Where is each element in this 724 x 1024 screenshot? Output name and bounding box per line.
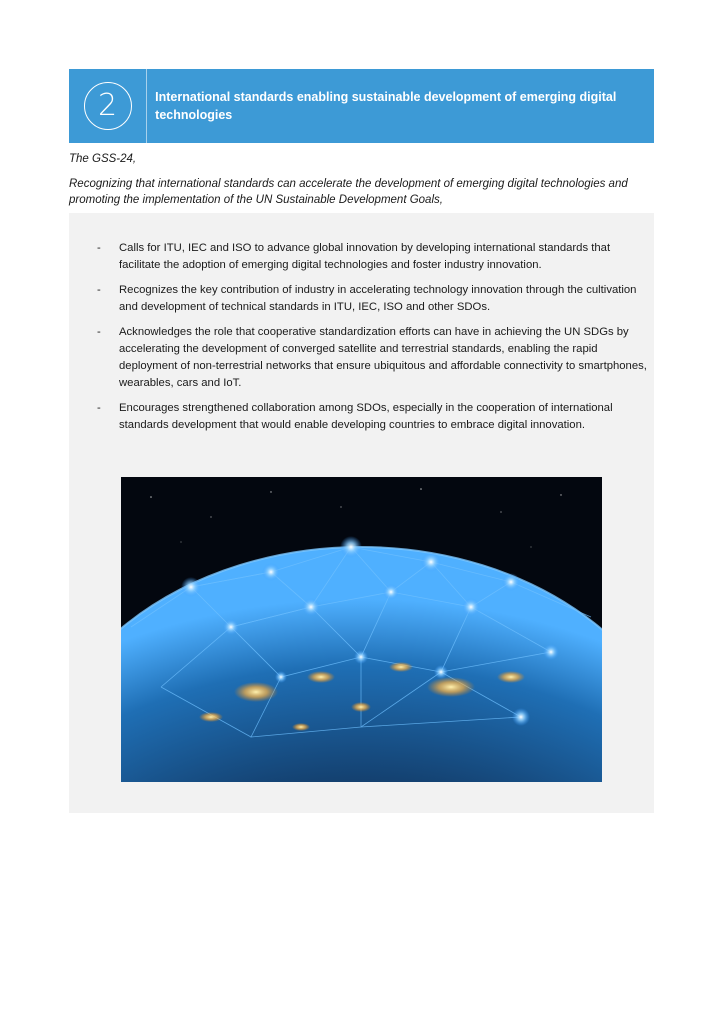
- bullet-item: [69, 240, 654, 274]
- recognizing-paragraph: Recognizing that international standards can accelerate the development of emerging digital technologies and promoting the implementation of the UN Sustainable Development Goals,: [69, 178, 628, 206]
- bullet-dash: -: [97, 284, 101, 297]
- bullet-text: Encourages strengthened collaboration among SDOs, especially in the cooperation of international standards development that would enable developing countries to embrace digital innovation.: [119, 401, 613, 431]
- bullet-dash: -: [97, 401, 101, 414]
- earth-network-image: [121, 477, 602, 782]
- resolution-panel: [69, 213, 654, 813]
- earth-network-illustration: [121, 477, 602, 782]
- bullet-text: Recognizes the key contribution of industry in accelerating technology innovation through the cultivation and development of technical standards in ITU, IEC, ISO and other SDOs.: [119, 284, 637, 313]
- bullet-dash: -: [97, 242, 101, 254]
- section-number: 2: [84, 82, 132, 130]
- bullet-dash: -: [97, 326, 101, 339]
- bullet-item: [69, 282, 654, 316]
- bullet-item: [69, 400, 654, 434]
- bullet-item: [69, 324, 654, 391]
- section-banner: [69, 69, 654, 143]
- section-number-box: [69, 69, 147, 143]
- bullet-text: Calls for ITU, IEC and ISO to advance global innovation by developing international standards that facilitate the adoption of emerging digital technologies and foster industry innovation.: [119, 242, 611, 271]
- section-title: International standards enabling sustainable development of emerging digital technologies: [155, 90, 617, 122]
- bullet-text: Acknowledges the role that cooperative standardization efforts can have in achieving the UN SDGs by accelerating the development of converged satellite and terrestrial standards, enabling the rapid deployment of non-terrestrial networks that ensure ubiquitous and affordable connectivity to smartphones, wearables, cars and IoT.: [119, 326, 647, 389]
- body-label: The GSS-24,: [69, 153, 137, 165]
- bullet-list: [69, 240, 654, 442]
